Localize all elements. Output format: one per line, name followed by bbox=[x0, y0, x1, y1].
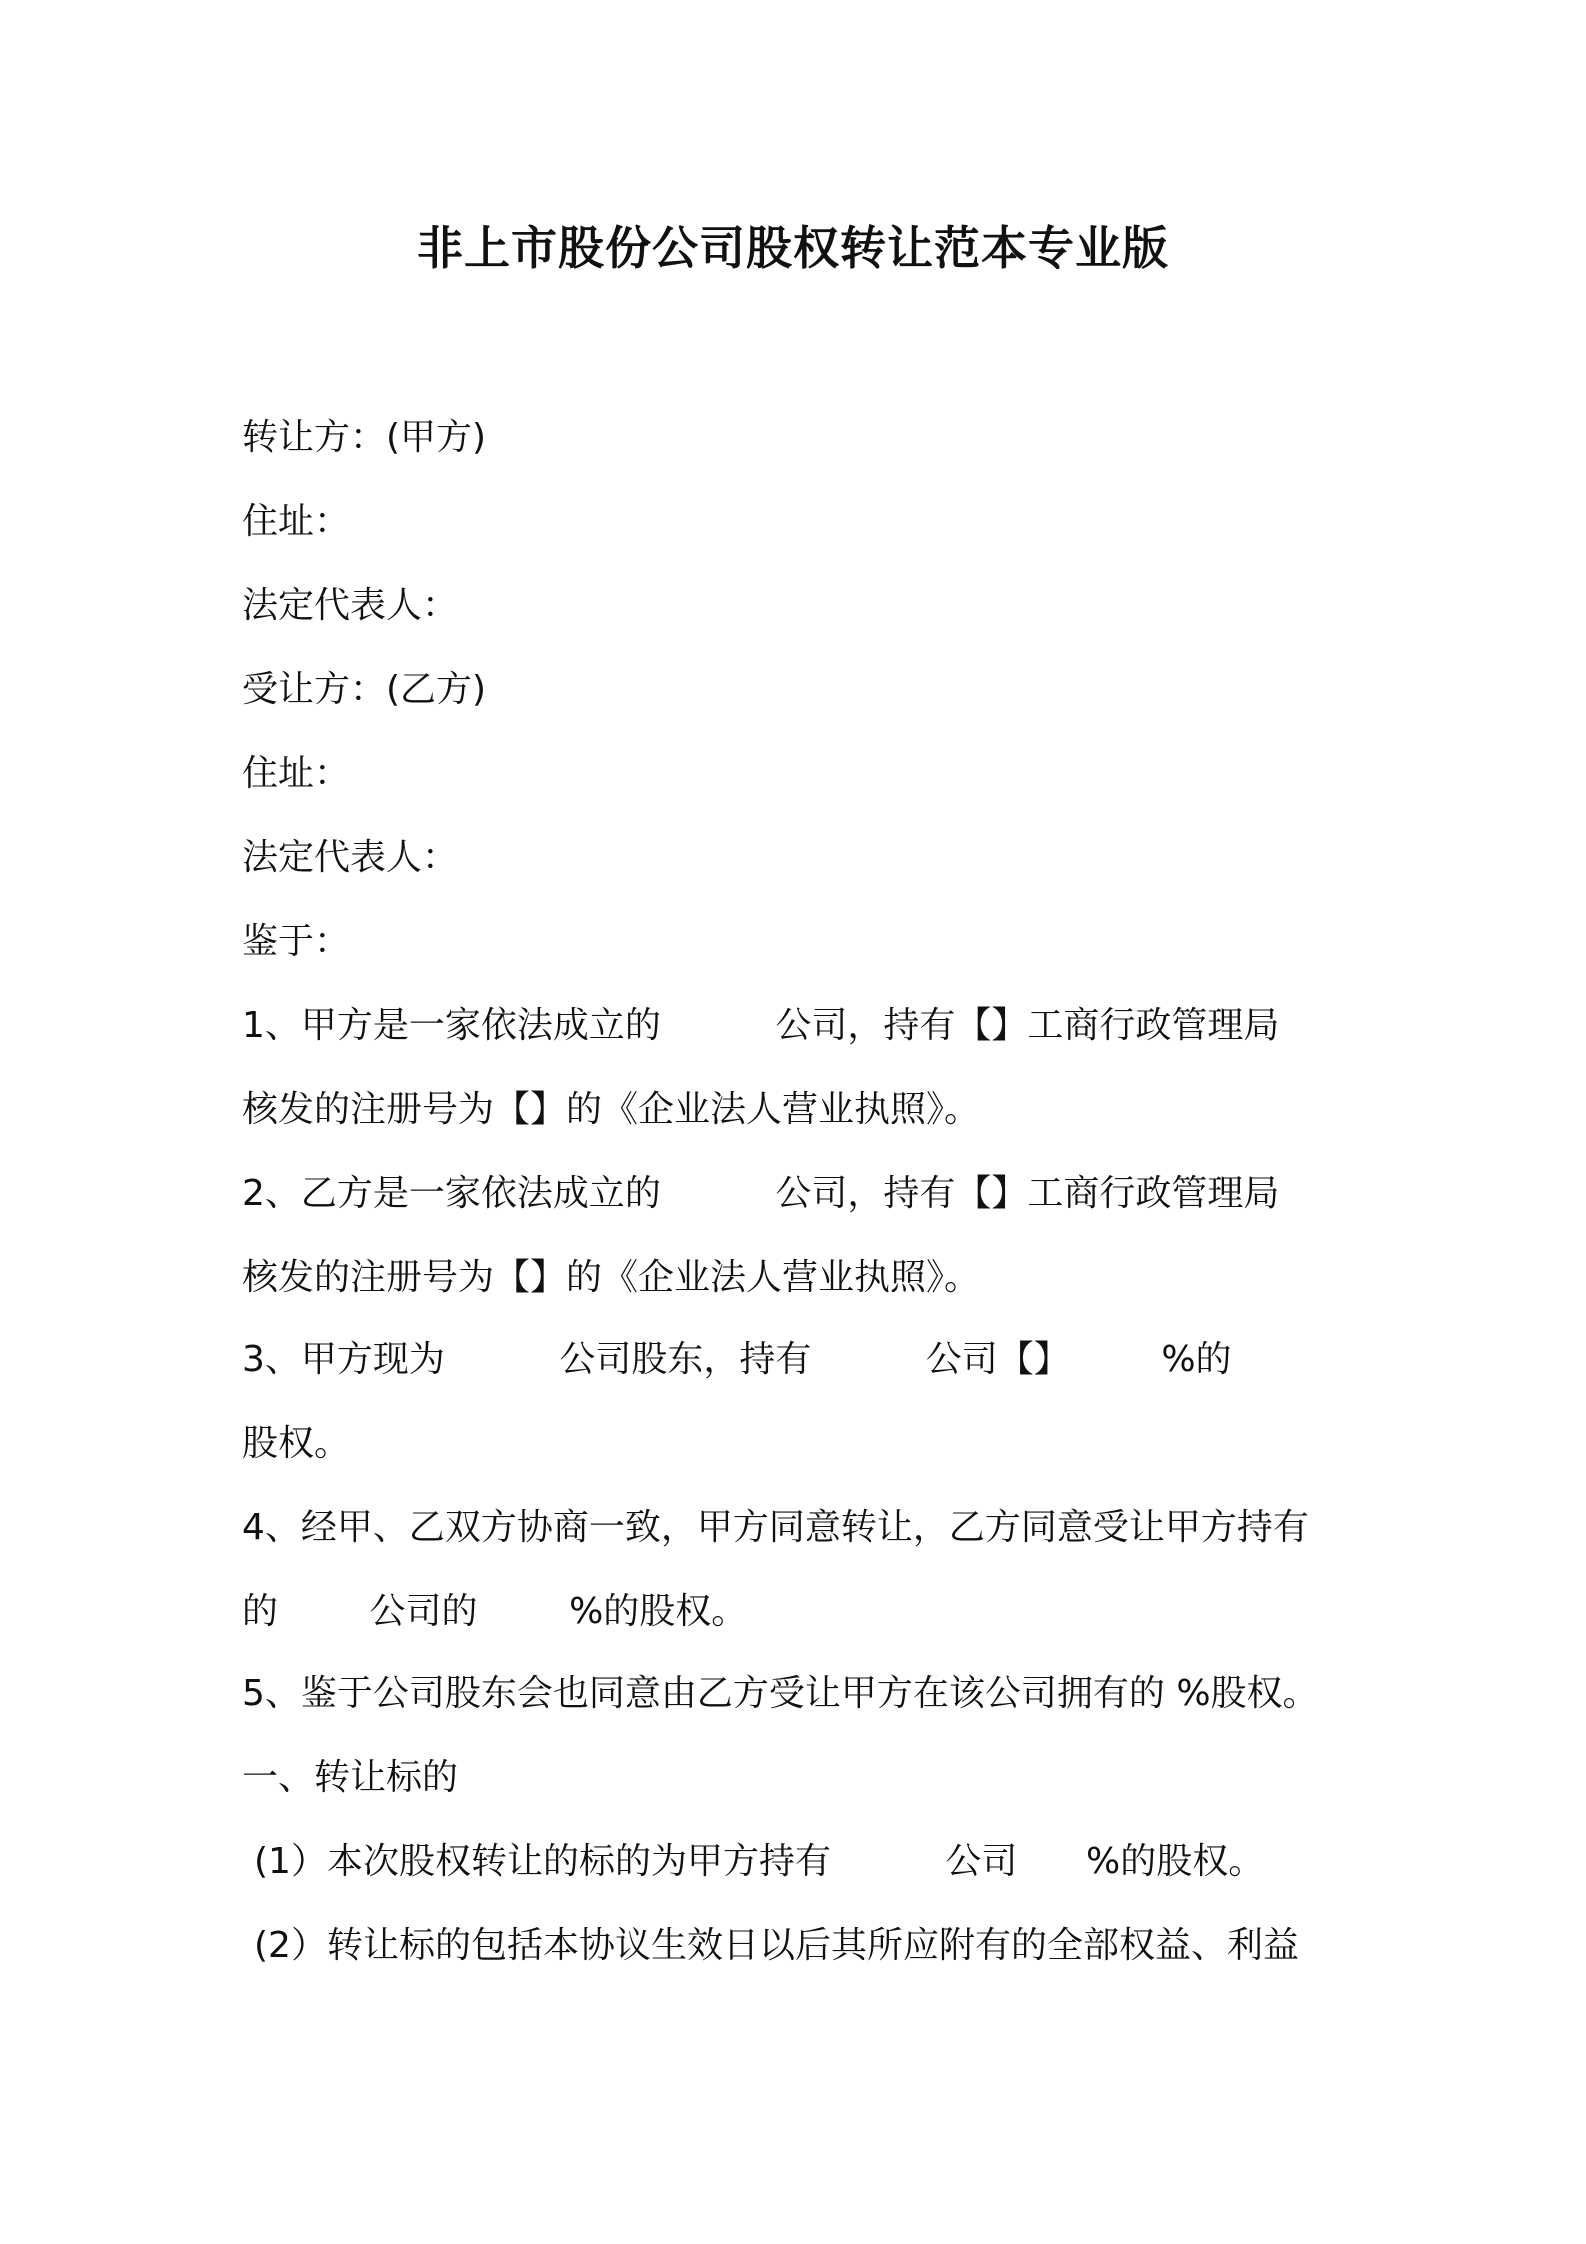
clause-1-line-1: 1、甲方是一家依法成立的 公司，持有【】工商行政管理局 bbox=[242, 1005, 1280, 1046]
transferor-address: 住址： bbox=[242, 501, 351, 542]
clause-2-line-2: 核发的注册号为【】的《企业法人营业执照》。 bbox=[242, 1257, 981, 1298]
whereas-heading: 鉴于： bbox=[242, 921, 351, 962]
transferor-line: 转让方：(甲方) bbox=[242, 417, 487, 458]
document-title: 非上市股份公司股权转让范本专业版 bbox=[417, 221, 1169, 275]
transferor-rep: 法定代表人： bbox=[242, 585, 459, 626]
section-1-item-1: (1）本次股权转让的标的为甲方持有 公司 %的股权。 bbox=[254, 1841, 1265, 1882]
clause-3-line-2: 股权。 bbox=[242, 1423, 351, 1464]
clause-4-line-1: 4、经甲、乙双方协商一致，甲方同意转让，乙方同意受让甲方持有 bbox=[242, 1507, 1309, 1548]
clause-4-line-2: 的 公司的 %的股权。 bbox=[242, 1591, 748, 1632]
transferee-address: 住址： bbox=[242, 753, 351, 794]
transferee-line: 受让方：(乙方) bbox=[242, 669, 487, 710]
clause-3-line-1: 3、甲方现为 公司股东，持有 公司【】 %的 bbox=[242, 1339, 1232, 1380]
section-1-heading: 一、转让标的 bbox=[242, 1757, 459, 1798]
clause-1-line-2: 核发的注册号为【】的《企业法人营业执照》。 bbox=[242, 1089, 981, 1130]
clause-2-line-1: 2、乙方是一家依法成立的 公司，持有【】工商行政管理局 bbox=[242, 1173, 1280, 1214]
transferee-rep: 法定代表人： bbox=[242, 837, 459, 878]
section-1-item-2: (2）转让标的包括本协议生效日以后其所应附有的全部权益、利益 bbox=[254, 1925, 1299, 1966]
clause-5: 5、鉴于公司股东会也同意由乙方受让甲方在该公司拥有的 %股权。 bbox=[242, 1673, 1319, 1714]
